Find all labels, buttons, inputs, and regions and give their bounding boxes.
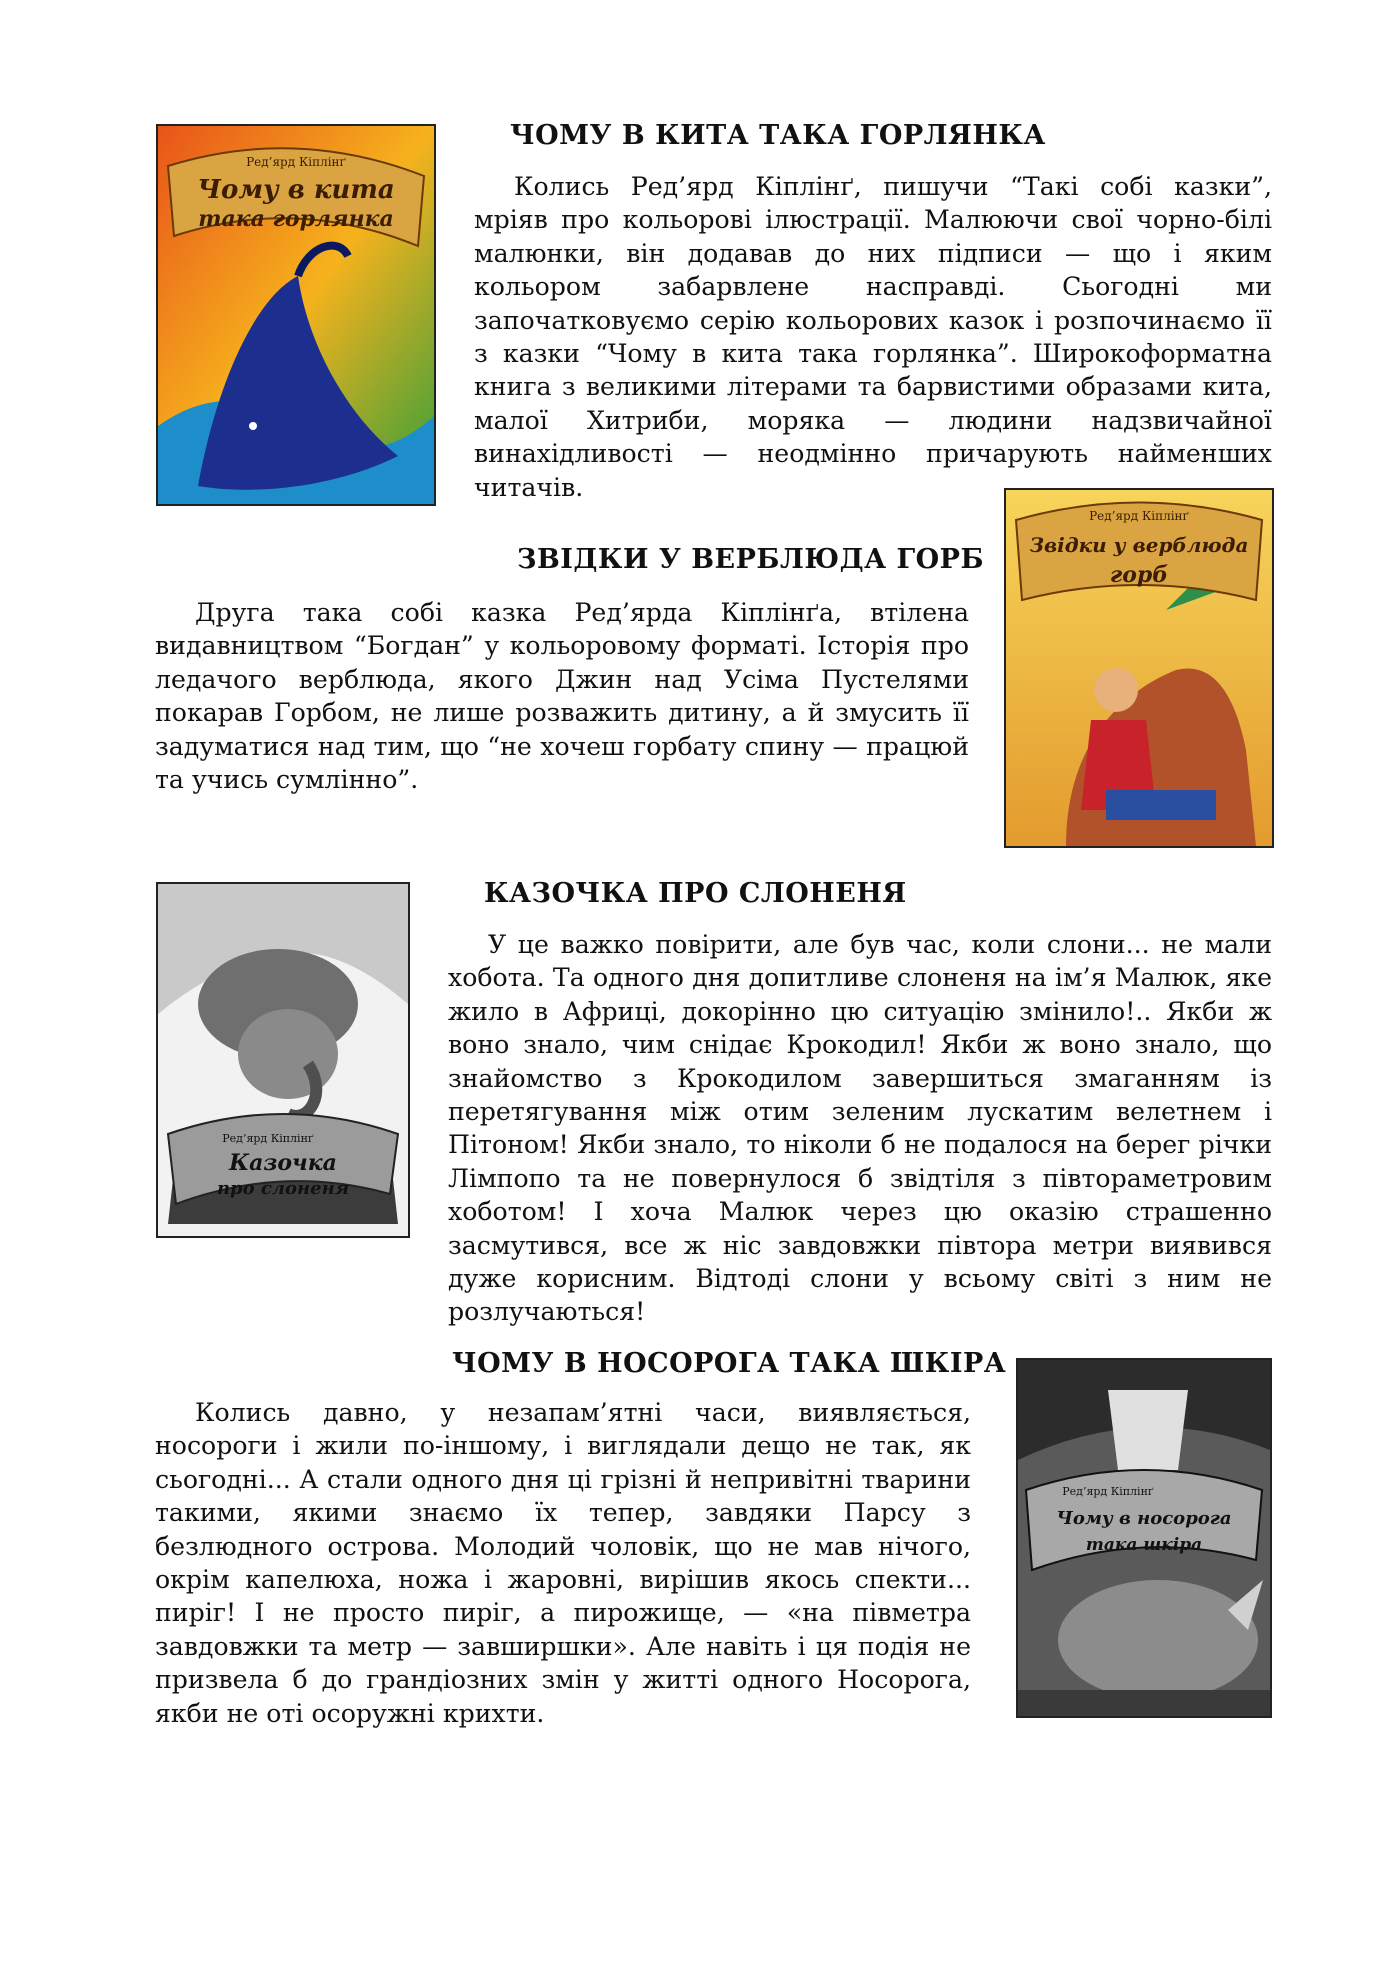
cover-title-line2: така шкіра [1085,1535,1203,1555]
cover-title-line2: така горлянка [198,206,394,232]
section-text-rhino: Колись давно, у незапам’ятні часи, виявляється, носороги і жили по-іншому, і виглядали дещо не так, як сьогодні... А стали одного дня ці грізні й непривітні тварини такими, якими знаємо їх тепер, завдяки Парсу з безлюдного острова. Молодий чоловік, що не мав нічого, окрім капелюха, ножа і жаровні, вирішив якось спекти... пиріг! І не просто пиріг, а пирожище, — «на півметра завдовжки та метр — завширшки». Але навіть і ця подія не призвела б до грандіозних змін у житті одного Носорога, якби не оті осоружні крихти. [155,1398,971,1728]
whale-cover-illustration [158,126,434,504]
cover-author: Ред’ярд Кіплінґ [1089,509,1189,523]
book-cover-whale [156,124,436,506]
section-title-camel: ЗВІДКИ У ВЕРБЛЮДА ГОРБ [517,544,985,575]
section-title-elephant: КАЗОЧКА ПРО СЛОНЕНЯ [484,878,907,909]
book-cover-elephant [156,882,410,1238]
cover-author: Ред’ярд Кіплінґ [246,155,346,169]
cover-title-line2: про слоненя [216,1178,350,1199]
cover-title-line1: Казочка [229,1150,337,1176]
book-cover-camel [1004,488,1274,848]
section-title-whale: ЧОМУ В КИТА ТАКА ГОРЛЯНКА [510,120,1046,151]
cover-author: Ред’ярд Кіплінґ [222,1132,314,1145]
section-text-elephant: У це важко повірити, але був час, коли слони... не мали хобота. Та одного дня допитливе слоненя на ім’я Малюк, яке жило в Африці, докорінно цю ситуацію змінило!.. Якби ж воно знало, чим снідає Крокодил! Якби ж воно знало, що знайомство з Крокодилом завершиться змаганням із перетягування між отим зеленим лускатим велетнем і Пітоном! Якби знало, то ніколи б не подалося на берег річки Лімпопо та не повернулося б звідтіля з півтораметровим хоботом! І хоча Малюк через цю оказію страшенно засмутився, все ж ніс завдовжки півтора метри виявився дуже корисним. Відтоді слони у всьому світі з ним не розлучаються! [448,930,1272,1327]
camel-cover-illustration [1006,490,1272,846]
cover-title-line2: горб [1109,562,1169,588]
section-text-camel: Друга така собі казка Ред’ярда Кіплінґа, втілена видавництвом “Богдан” у кольоровому форматі. Історія про ледачого верблюда, якого Джин над Усіма Пустелями покарав Горбом, не лише розважить дитину, а й змусить її задуматися над тим, що “не хочеш горбату спину — працюй та учись сумлінно”. [155,598,969,795]
elephant-cover-illustration [158,884,408,1236]
section-title-rhino: ЧОМУ В НОСОРОГА ТАКА ШКІРА [452,1348,1007,1379]
cover-title-line1: Звідки у верблюда [1029,533,1249,557]
cover-title-line1: Чому в кита [197,175,395,205]
cover-title-line1: Чому в носорога [1056,1508,1232,1529]
section-text-whale: Колись Ред’ярд Кіплінґ, пишучи “Такі собі казки”, мріяв про кольорові ілюстрації. Малюючи свої чорно-білі малюнки, він додавав до них підписи — що і яким кольором забарвлене насправді. Сьогодні ми започатковуємо серію кольорових казок і розпочинаємо її з казки “Чому в кита така горлянка”. Широкоформатна книга з великими літерами та барвистими образами кита, малої Хитриби, моряка — людини надзвичайної винахідливості — неодмінно причарують найменших читачів. [474,172,1272,502]
cover-author: Ред’ярд Кіплінґ [1062,1485,1154,1498]
book-cover-rhino [1016,1358,1272,1718]
rhino-cover-illustration [1018,1360,1270,1716]
